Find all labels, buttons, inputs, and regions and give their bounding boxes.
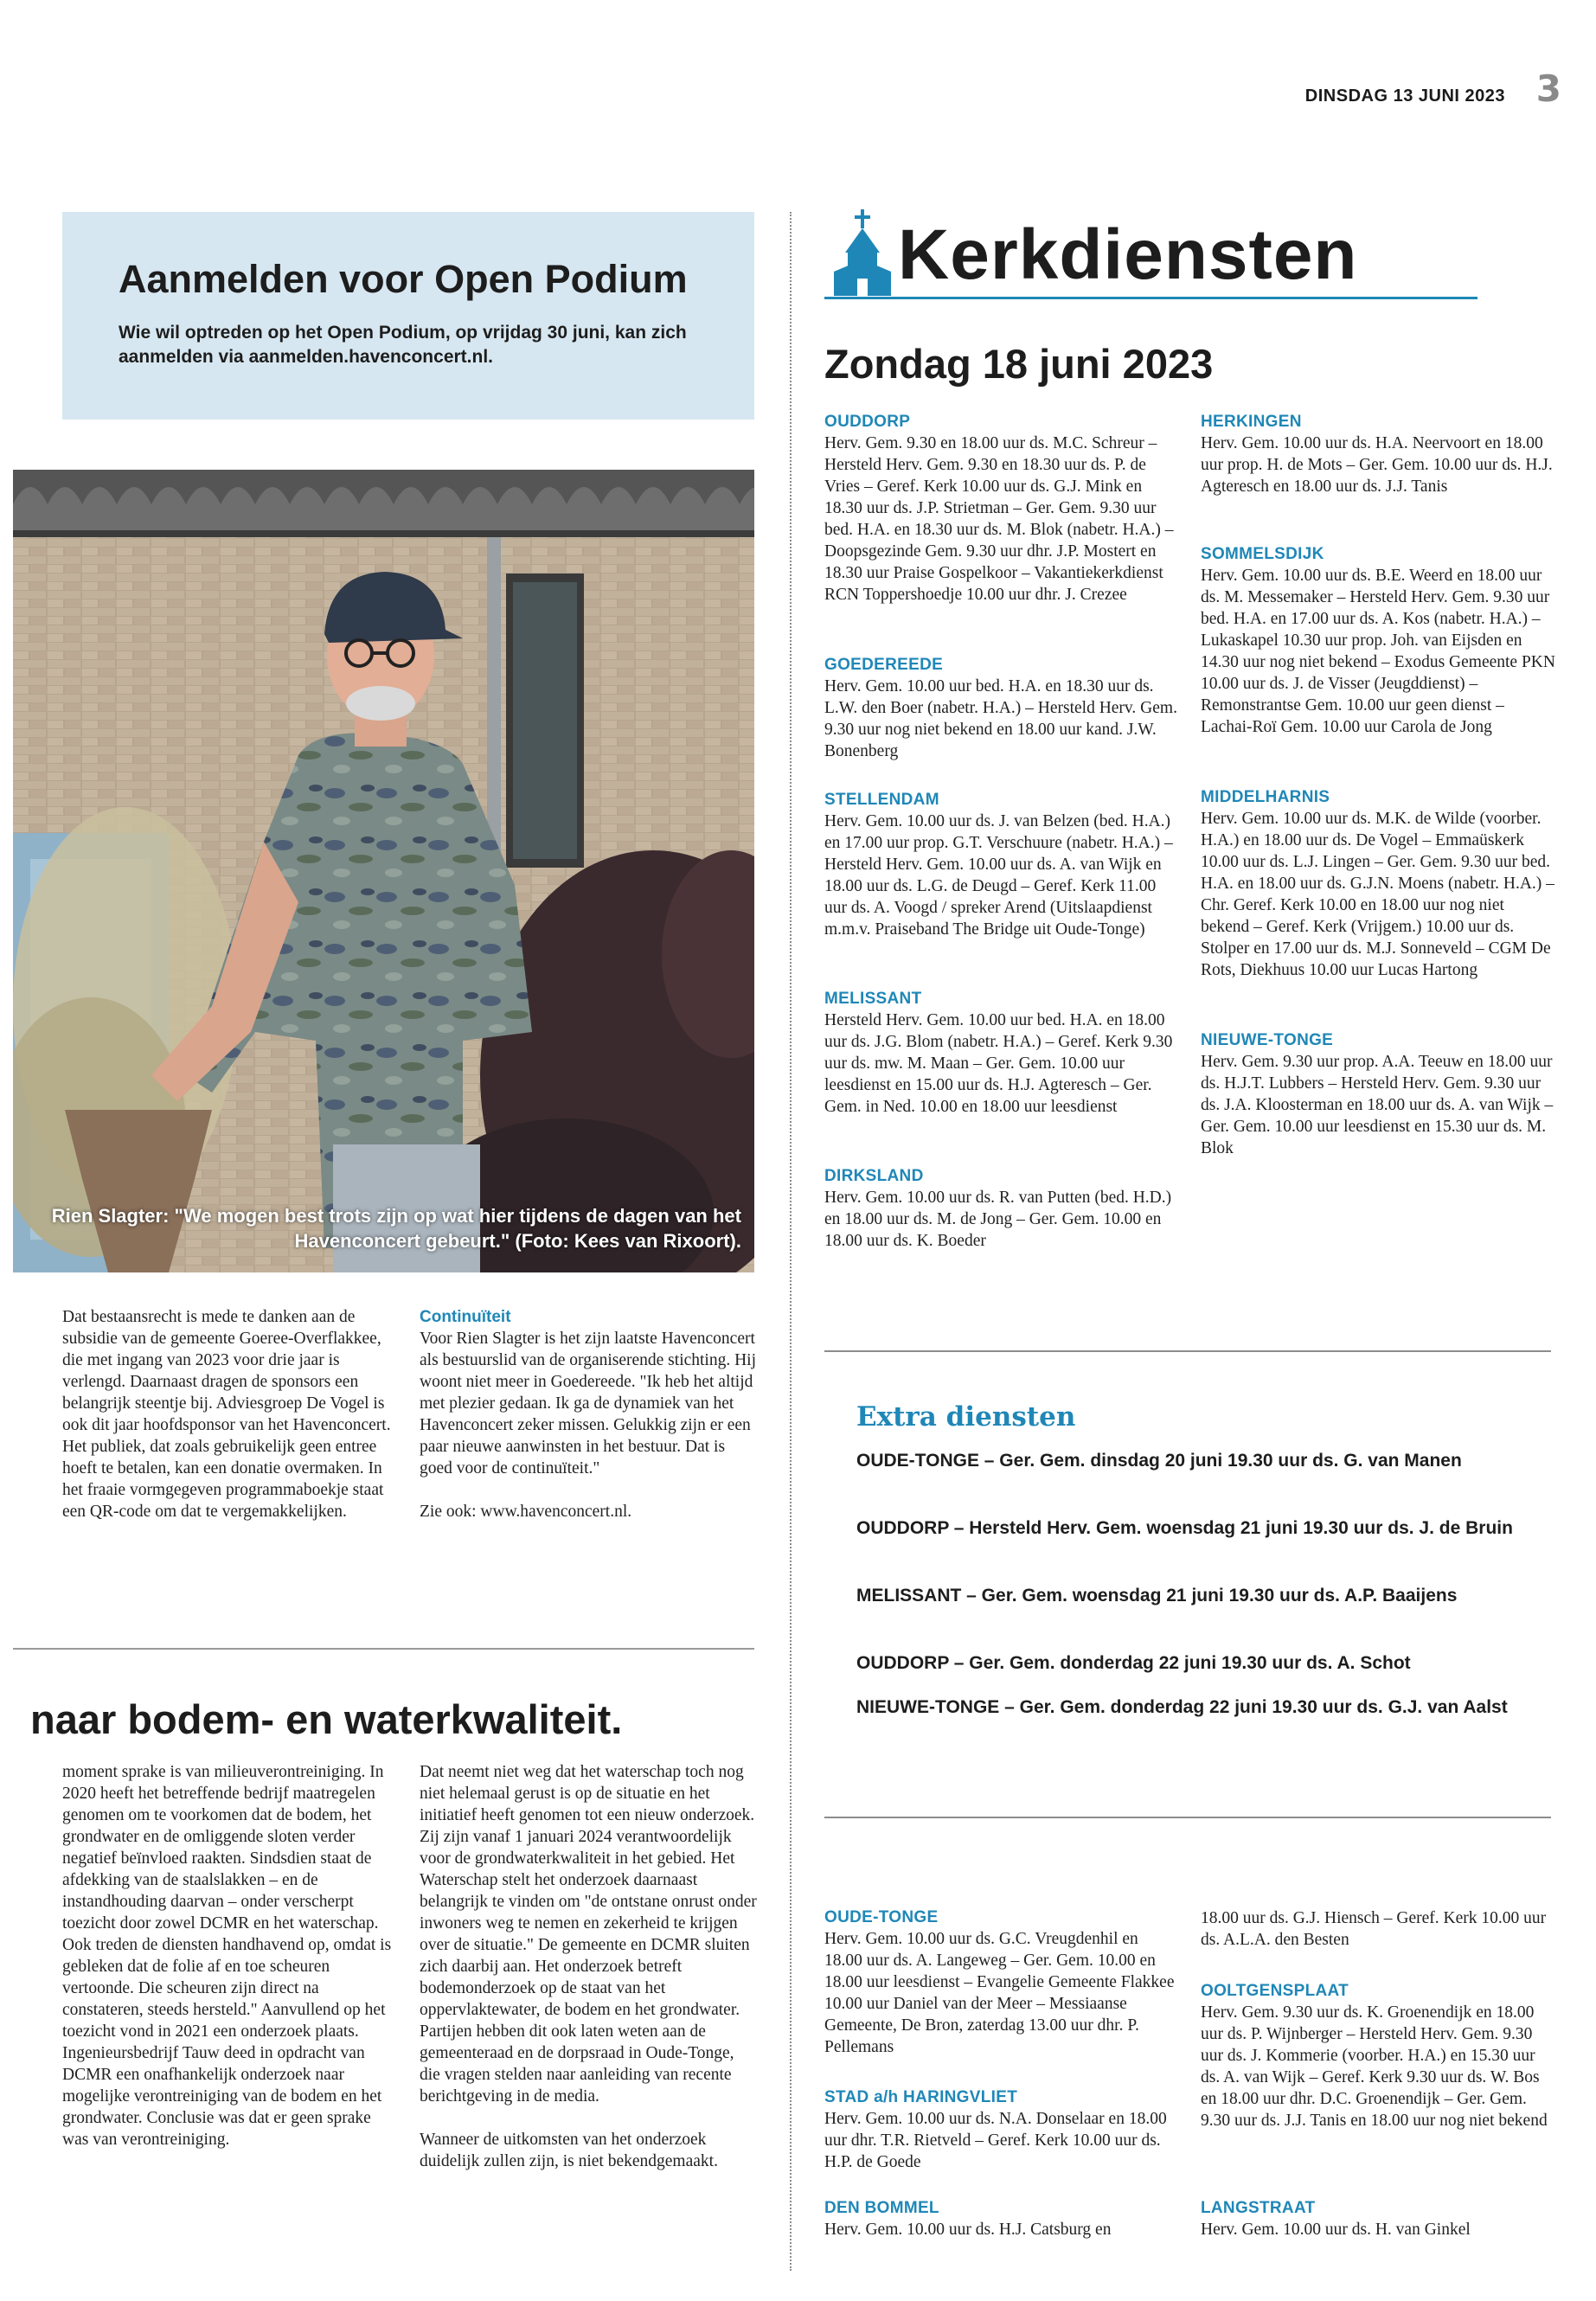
service-text: Hersteld Herv. Gem. 10.00 uur bed. H.A. en 18.00 uur ds. J.G. Blom (nabetr. H.A.) – Geref. Kerk 9.30 uur ds. mw. M. Maan – Ger. Gem. 10.00 uur leesdienst en 15.00 uur ds. H.J. Agteresch – Ger. Gem. in Ned. 10.00 en 18.00 uur leesdienst [824, 1011, 1173, 1116]
service-place: HERKINGEN [1201, 413, 1302, 431]
service-text: Herv. Gem. 10.00 uur ds. R. van Putten (bed. H.D.) en 18.00 uur ds. M. de Jong – Ger. Gem. 10.00 en 18.00 uur ds. K. Boeder [824, 1189, 1172, 1250]
article-paragraph: moment sprake is van milieuverontreiniging. In 2020 heeft het betreffende bedrijf maatregelen genomen om te voorkomen dat de bodem, het grondwater en de omliggende sloten verder negatief beïnvloed raakten. Sindsdien staat de afdekking van de staalslakken – en de instandhouding daarvan – onder verscherpt toezicht door zowel DCMR en het waterschap. Ook treden de diensten handhavend op, omdat is gebleken dat de folie af en toe scheuren vertoonde. Die scheuren zijn direct na constateren, steeds hersteld." Aanvullend op het toezicht vond in 2021 een onderzoek plaats. Ingenieursbedrijf Tauw deed in opdracht van DCMR een onafhankelijk onderzoek naar mogelijke verontreiniging van de bodem en het grondwater. Conclusie was dat er geen sprake was van verontreiniging. [62, 1763, 392, 2149]
service-block [824, 655, 1179, 762]
extra-divider-bottom [824, 1817, 1551, 1818]
article-paragraph: Wanneer de uitkomsten van het onderzoek duidelijk zullen zijn, is niet bekendgemaakt. [420, 2131, 718, 2170]
service-block [824, 1166, 1179, 1252]
service-place: OOLTGENSPLAAT [1201, 1982, 1349, 2000]
service-block [824, 1907, 1179, 2058]
service-place: LANGSTRAAT [1201, 2199, 1316, 2217]
article2-column-2 [420, 1761, 757, 2172]
service-block [824, 2198, 1179, 2240]
service-text: 18.00 uur ds. G.J. Hiensch – Geref. Kerk 10.00 uur ds. A.L.A. den Besten [1201, 1909, 1547, 1949]
article-paragraph: Dat bestaansrecht is mede te danken aan de subsidie van de gemeente Goeree-Overflakkee, die met ingang van 2023 voor drie jaar is verlengd. Daarnaast dragen de sponsors een belangrijk steentje bij. Adviesgroep De Vogel is ook dit jaar hoofdsponsor van het Havenconcert. Het publiek, dat zoals gebruikelijk geen entree hoeft te betalen, kan een donatie overmaken. In het fraaie vormgegeven programmaboekje staat een QR-code om dat te vergemakkelijken. [62, 1308, 391, 1521]
article-photo [13, 470, 754, 1272]
extra-service-item: MELISSANT – Ger. Gem. woensdag 21 juni 19.30 uur ds. A.P. Baaijens [856, 1586, 1458, 1606]
photo-caption: Rien Slagter: "We mogen best trots zijn op wat hier tijdens de dagen van het Havenconcert gebeurt." (Foto: Kees van Rixoort). [51, 1205, 741, 1252]
service-place: OUDDORP [824, 413, 911, 431]
service-block [1201, 2198, 1555, 2240]
service-text: Herv. Gem. 10.00 uur ds. B.E. Weerd en 18.00 uur ds. M. Messemaker – Hersteld Herv. Gem. 9.30 uur bed. H.A. en 17.00 uur ds. A. Kos (nabetr. H.A.) – Lukaskapel 10.30 uur prop. Joh. van Eijsden en 14.30 uur nog niet bekend – Exodus Gemeente PKN 10.00 uur ds. J. de Visser (Jeugddienst) – Remonstrantse Gem. 10.00 uur geen dienst – Lachai-Roï Gem. 10.00 uur Carola de Jong [1201, 567, 1555, 736]
photo-illustration [13, 470, 754, 1272]
service-place: SOMMELSDIJK [1201, 545, 1324, 563]
open-podium-text: Wie wil optreden op het Open Podium, op vrijdag 30 juni, kan zich aanmelden via aanmelden.havenconcert.nl. [119, 323, 687, 367]
extra-service-item: OUDDORP – Ger. Gem. donderdag 22 juni 19.30 uur ds. A. Schot [856, 1653, 1411, 1673]
service-block [824, 412, 1179, 606]
service-block [824, 2087, 1179, 2173]
church-icon [832, 209, 893, 296]
service-text: Herv. Gem. 10.00 uur ds. H.A. Neervoort en 18.00 uur prop. H. de Mots – Ger. Gem. 10.00 uur ds. H.J. Agteresch en 18.00 uur ds. J.J. Tanis [1201, 434, 1553, 496]
service-block [824, 790, 1179, 940]
service-text: Herv. Gem. 10.00 uur ds. H.J. Catsburg en [824, 2221, 1112, 2239]
article-column-1 [62, 1306, 400, 1522]
service-text: Herv. Gem. 9.30 en 18.00 uur ds. M.C. Schreur – Hersteld Herv. Gem. 9.30 en 18.30 uur ds. P. de Vries – Geref. Kerk 10.00 uur ds. G.J. Mink en 18.30 uur ds. J.P. Strietman – Ger. Gem. 9.30 uur bed. H.A. en 18.30 uur ds. M. Blok (nabetr. H.A.) – Doopsgezinde Gem. 9.30 uur dhr. J.P. Mostert en 18.30 uur Praise Gospelkoor – Vakantiekerkdienst RCN Toppershoedje 10.00 uur dhr. J. Crezee [824, 434, 1174, 604]
service-text: Herv. Gem. 10.00 uur ds. G.C. Vreugdenhil en 18.00 uur ds. A. Langeweg – Ger. Gem. 10.00 en 18.00 uur leesdienst – Evangelie Gemeente Flakkee 10.00 uur Daniel van der Meer – Messiaanse Gemeente, De Bron, zaterdag 13.00 uur dhr. P. Pellemans [824, 1930, 1175, 2056]
extra-diensten-title: Extra diensten [856, 1401, 1076, 1433]
extra-divider-top [824, 1350, 1551, 1352]
extra-service-item: NIEUWE-TONGE – Ger. Gem. donderdag 22 juni 19.30 uur ds. G.J. van Aalst [856, 1697, 1508, 1717]
kerkdiensten-rule [824, 297, 1477, 299]
service-block [1201, 1981, 1555, 2131]
service-place: STAD a/h HARINGVLIET [824, 2088, 1018, 2106]
service-text: Herv. Gem. 10.00 uur ds. H. van Ginkel [1201, 2221, 1471, 2239]
service-text: Herv. Gem. 10.00 uur ds. N.A. Donselaar en 18.00 uur dhr. T.R. Rietveld – Geref. Kerk 10.00 uur ds. H.P. de Goede [824, 2110, 1167, 2171]
extra-service-item: OUDDORP – Hersteld Herv. Gem. woensdag 21 juni 19.30 uur ds. J. de Bruin [856, 1518, 1513, 1538]
article-paragraph: Dat neemt niet weg dat het waterschap toch nog niet helemaal gerust is op de situatie en het initiatief heeft genomen tot een nieuw onderzoek. Zij zijn vanaf 1 januari 2024 verantwoordelijk voor de grondwaterkwaliteit in het gebied. Het Waterschap stelt het onderzoek daarnaast belangrijk te vinden om "de ontstane onrust onder inwoners weg te nemen en zekerheid te krijgen over de situatie." De gemeente en DCMR sluiten zich daarbij aan. Het onderzoek betreft bodemonderzoek op de staat van het oppervlaktewater, de bodem en het grondwater. Partijen hebben dit ook laten weten aan de gemeenteraad en de dorpsraad in Oude-Tonge, die vragen stelden naar aanleiding van recente berichtgeving in de media. [420, 1763, 757, 2106]
kerkdiensten-title: Kerkdiensten [898, 215, 1358, 294]
service-block [1201, 1030, 1555, 1159]
service-block-continued [1201, 1907, 1555, 1951]
article-headline: naar bodem- en waterkwaliteit. [30, 1696, 623, 1742]
article-subhead: Continuïteit [420, 1308, 511, 1326]
article-website-link[interactable]: Zie ook: www.havenconcert.nl. [420, 1503, 632, 1521]
service-place: DIRKSLAND [824, 1167, 924, 1185]
service-place: GOEDEREEDE [824, 656, 944, 674]
article-paragraph: Voor Rien Slagter is het zijn laatste Havenconcert als bestuurslid van de organiserende stichting. Hij woont niet meer in Goedereede. "Ik heb het altijd met plezier gedaan. Ik ga de dynamiek van het Havenconcert zeker missen. Gelukkig zijn er een paar nieuwe aanwinsten in het bestuur. Dat is goed voor de continuïteit." [420, 1330, 757, 1477]
service-block [1201, 787, 1555, 981]
service-date-heading: Zondag 18 juni 2023 [824, 341, 1214, 387]
open-podium-title: Aanmelden voor Open Podium [119, 257, 688, 301]
page-date: DINSDAG 13 JUNI 2023 [1304, 87, 1505, 106]
article-divider [13, 1648, 754, 1650]
service-place: STELLENDAM [824, 791, 939, 809]
service-place: MELISSANT [824, 990, 922, 1008]
service-text: Herv. Gem. 9.30 uur ds. K. Groenendijk en 18.00 uur ds. P. Wijnberger – Hersteld Herv. Gem. 9.30 uur ds. J. Kommerie (voorber. H.A.) en 15.30 uur ds. A. van Wijk – Geref. Kerk 9.30 uur ds. W. Bos en 18.00 uur dhr. D.C. Groenendijk – Ger. Gem. 9.30 uur ds. J.J. Tanis en 18.00 uur nog niet bekend [1201, 2003, 1548, 2130]
column-separator [790, 212, 792, 2271]
page-number: 3 [1535, 67, 1561, 110]
extra-service-item: OUDE-TONGE – Ger. Gem. dinsdag 20 juni 19.30 uur ds. G. van Manen [856, 1451, 1462, 1471]
service-place: NIEUWE-TONGE [1201, 1031, 1334, 1049]
open-podium-box [62, 212, 754, 420]
service-block [824, 989, 1179, 1118]
service-text: Herv. Gem. 10.00 uur ds. M.K. de Wilde (voorber. H.A.) en 18.00 uur ds. De Vogel – Emmaüskerk 10.00 uur ds. L.J. Lingen – Ger. Gem. 9.30 uur bed. H.A. en 18.00 uur ds. G.J.N. Moens (nabetr. H.A.) – Chr. Geref. Kerk 10.00 en 18.00 uur nog niet bekend – Geref. Kerk (Vrijgem.) 10.00 uur ds. Stolper en 17.00 uur ds. M.J. Sonneveld – CGM De Rots, Diekhuus 10.00 uur Lucas Hartong [1201, 810, 1554, 979]
service-text: Herv. Gem. 10.00 uur bed. H.A. en 18.30 uur ds. L.W. den Boer (nabetr. H.A.) – Hersteld Herv. Gem. 9.30 uur nog niet bekend en 18.00 uur kand. J.W. Bonenberg [824, 677, 1177, 760]
service-place: OUDE-TONGE [824, 1908, 939, 1926]
service-block [1201, 412, 1555, 497]
service-text: Herv. Gem. 10.00 uur ds. J. van Belzen (bed. H.A.) en 17.00 uur prop. G.T. Verschuure (nabetr. H.A.) – Hersteld Herv. Gem. 10.00 uur ds. A. van Wijk en 18.00 uur ds. L.G. de Deugd – Geref. Kerk 11.00 uur ds. A. Voogd / spreker Arend (Uitslaapdienst m.m.v. Praiseband The Bridge uit Oude-Tonge) [824, 812, 1173, 939]
article2-column-1 [62, 1761, 400, 2150]
service-text: Herv. Gem. 9.30 uur prop. A.A. Teeuw en 18.00 uur ds. H.J.T. Lubbers – Hersteld Herv. Gem. 9.30 uur ds. J.A. Kloosterman en 18.00 uur ds. A. van Wijk – Ger. Gem. 10.00 uur leesdienst en 15.30 uur ds. M. Blok [1201, 1053, 1554, 1157]
service-place: DEN BOMMEL [824, 2199, 939, 2217]
service-place: MIDDELHARNIS [1201, 788, 1330, 806]
service-block [1201, 544, 1555, 738]
article-column-2 [420, 1306, 757, 1522]
